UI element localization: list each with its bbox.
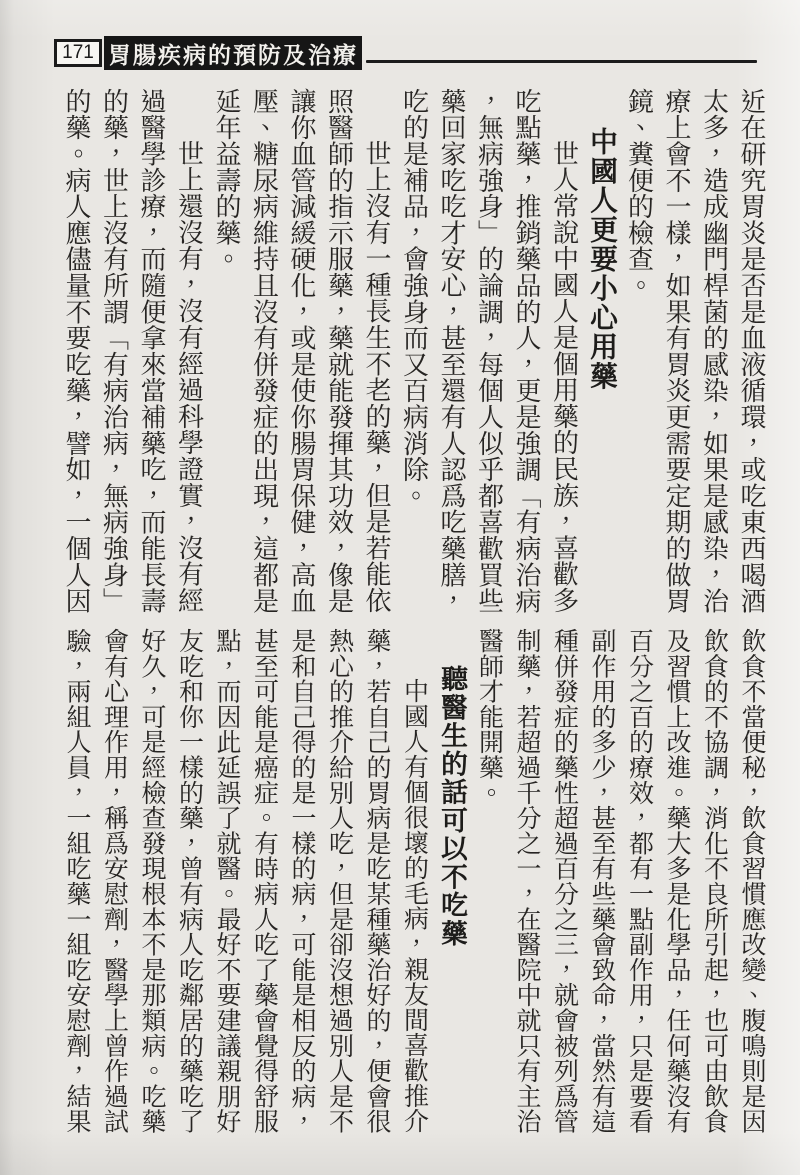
header-underline (366, 60, 757, 63)
body-paragraph: 世人常說中國人是個用藥的民族，喜歡多吃點藥，推銷藥品的人，更是強調「有病治病，無病強身」的論調，每個人似乎都喜歡買些藥回家吃吃才安心，甚至還有人認爲吃藥膳，吃的是補品，會強身而又百病消除。 (399, 88, 579, 614)
section-heading: 聽醫生的話可以不吃藥 (437, 665, 467, 948)
text-block-bottom (54, 628, 770, 1138)
page-number: 171 (54, 39, 102, 67)
body-paragraph: 中國人有個很壞的毛病，親友間喜歡推介藥，若自己的胃病是吃某種藥治好的，便會很熱心的推介給別人吃，但是卻沒想過別人是不是和自己得的是一樣的病，可能是相反的病，甚至可能是癌症。有時病人吃了藥會覺得舒服點，而因此延誤了就醫。最好不要建議親朋好友吃和你一樣的藥，曾有病人吃鄰居的藥吃了好久，可是經檢查發現根本不是那類病。吃藥會有心理作用，稱爲安慰劑，醫學上曾作過試驗，兩組人員，一組吃藥一組吃安慰劑，結果 (63, 628, 428, 1134)
chapter-title: 胃腸疾病的預防及治療 (104, 36, 362, 70)
section-heading: 中國人更要小心用藥 (586, 126, 617, 391)
body-paragraph: 世上沒有一種長生不老的藥，但是若能依照醫師的指示服藥，藥就能發揮其功效，像是讓你血管減緩硬化，或是使你腸胃保健，高血壓、糖尿病維持且沒有併發症的出現，這都是延年益壽的藥。 (212, 88, 391, 614)
text-block-top (54, 88, 770, 615)
body-paragraph: 世上還沒有，沒有經過科學證實，沒有經過醫學診療，而隨便拿來當補藥吃，而能長壽的藥，世上沒有所謂「有病治病，無病強身」的藥。病人應儘量不要吃藥，譬如，一個人因 (62, 88, 204, 614)
body-paragraph: 飲食不當便秘，飲食習慣應改變、腹鳴則是因飲食的不協調，消化不良所引起，也可由飲食及習慣上改進。藥大多是化學品，任何藥沒有百分之百的療效，都有一點副作用，只是要看副作用的多少，甚至有些藥會致命，當然有這種併發症的藥性超過百分之三，就會被列爲管制藥，若超過千分之一，在醫院中就只有主治醫師才能開藥。 (475, 628, 765, 1134)
body-paragraph: 近在研究胃炎是否是血液循環，或吃東西喝酒太多，造成幽門桿菌的感染，如果是感染，治療上會不一樣，如果有胃炎更需要定期的做胃鏡、糞便的檢查。 (624, 88, 766, 614)
